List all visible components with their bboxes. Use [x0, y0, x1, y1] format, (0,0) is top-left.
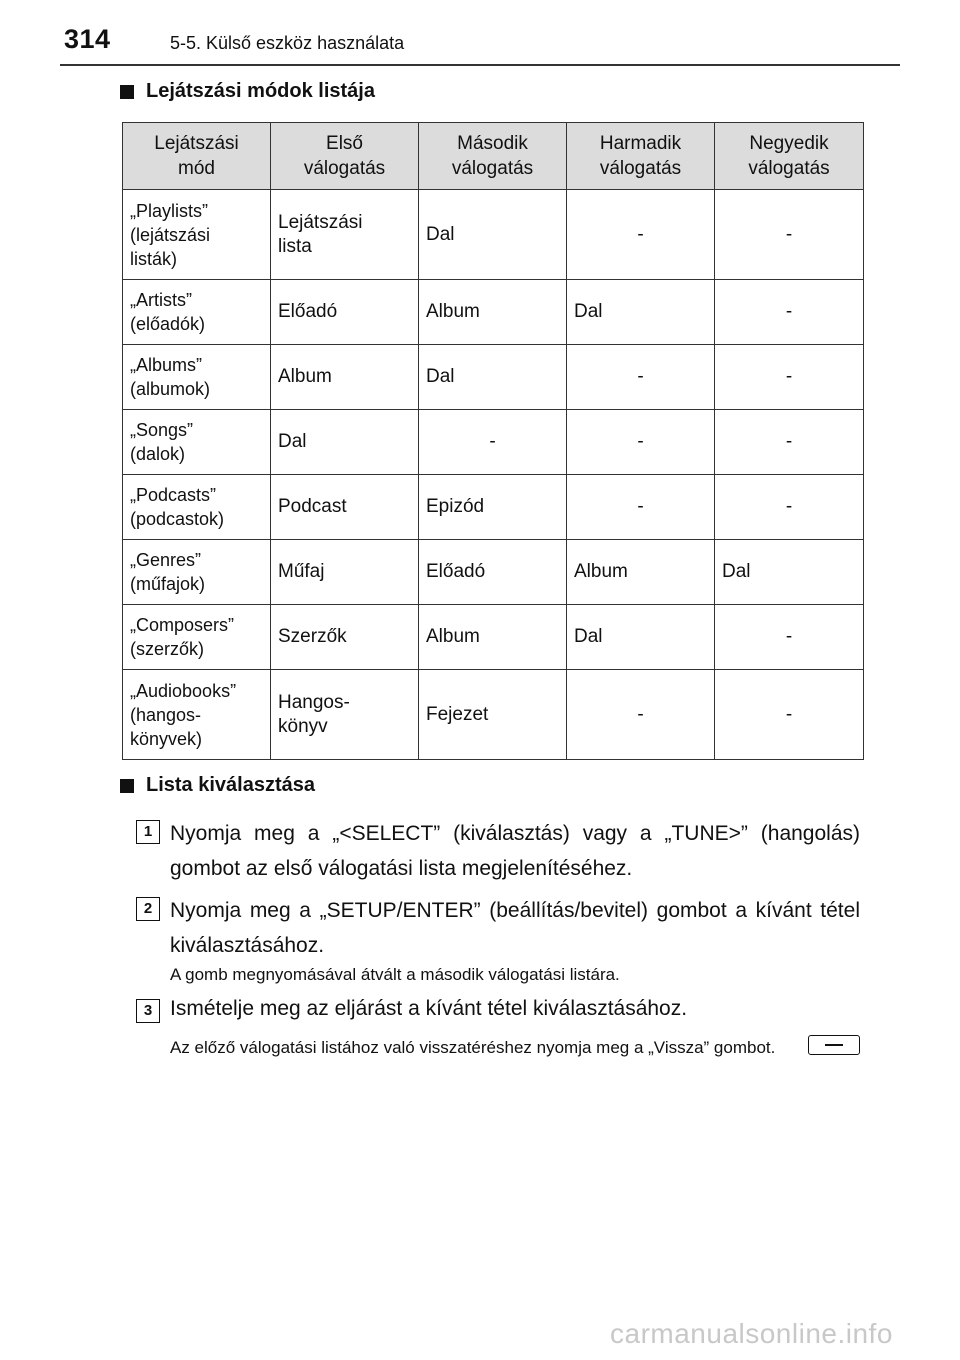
table-header-cell: Második válogatás [419, 123, 567, 190]
table-cell: „Albums” (albumok) [123, 345, 271, 410]
page-number: 314 [64, 24, 111, 54]
table-cell: - [715, 410, 864, 475]
table-cell: Dal [419, 190, 567, 280]
table-cell: Album [419, 605, 567, 670]
table-row [123, 280, 864, 345]
step-note-text: Az előző válogatási listához való visszatéréshez nyomja meg a „Vissza” gombot. [170, 1038, 776, 1057]
step-text: Nyomja meg a „SETUP/ENTER” (beállítás/bevitel) gombot a kívánt tétel kiválasztásához. [170, 899, 860, 957]
table-cell: - [715, 605, 864, 670]
table-cell: Fejezet [419, 670, 567, 760]
table-header-cell: Negyedik válogatás [715, 123, 864, 190]
table-cell: „Composers” (szerzők) [123, 605, 271, 670]
table-header-cell: Lejátszási mód [123, 123, 271, 190]
table-cell: - [715, 475, 864, 540]
table-row [123, 540, 864, 605]
playback-modes-table [122, 122, 864, 760]
table-cell: Dal [271, 410, 419, 475]
step-number-badge: 3 [136, 999, 160, 1023]
table-cell: Dal [567, 605, 715, 670]
table-row [123, 345, 864, 410]
table-cell: Műfaj [271, 540, 419, 605]
step-text: Ismételje meg az eljárást a kívánt tétel kiválasztásához. [170, 997, 688, 1020]
table-cell: „Podcasts” (podcastok) [123, 475, 271, 540]
table-cell: - [567, 345, 715, 410]
table-row [123, 190, 864, 280]
table-row [123, 475, 864, 540]
table-header-row [123, 123, 864, 190]
table-row [123, 605, 864, 670]
section-heading-text: Lejátszási módok listája [146, 80, 375, 102]
table-cell: „Artists” (előadók) [123, 280, 271, 345]
step-number-badge: 1 [136, 820, 160, 844]
table-header-cell: Első válogatás [271, 123, 419, 190]
table-cell: „Genres” (műfajok) [123, 540, 271, 605]
table-cell: Előadó [419, 540, 567, 605]
header-rule [60, 64, 900, 66]
table-cell: „Playlists” (lejátszási listák) [123, 190, 271, 280]
bullet-square-icon [120, 779, 134, 793]
section-heading-modes [120, 80, 375, 103]
table-cell: - [567, 410, 715, 475]
bullet-square-icon [120, 85, 134, 99]
table-cell: - [567, 475, 715, 540]
table-row [123, 410, 864, 475]
table-cell: Lejátszási lista [271, 190, 419, 280]
table-cell: - [715, 280, 864, 345]
table-cell: - [715, 670, 864, 760]
table-cell: „Songs” (dalok) [123, 410, 271, 475]
section-heading-select [120, 774, 315, 797]
chapter-title: 5-5. Külső eszköz használata [170, 33, 405, 53]
step-text: Nyomja meg a „<SELECT” (kiválasztás) vagy a „TUNE>” (hangolás) gombot az első válogatási lista megjelenítéséhez. [170, 822, 860, 880]
watermark: carmanualsonline.info [610, 1318, 893, 1349]
table-cell: „Audiobooks” (hangos- könyvek) [123, 670, 271, 760]
table-cell: Album [419, 280, 567, 345]
section-heading-text: Lista kiválasztása [146, 774, 315, 796]
table-cell: Album [567, 540, 715, 605]
table-cell: - [715, 345, 864, 410]
back-button-icon [808, 1035, 860, 1055]
step-note: A gomb megnyomásával átvált a második válogatási listára. [170, 965, 620, 984]
table-cell: - [567, 670, 715, 760]
table-cell: Album [271, 345, 419, 410]
table-cell: Hangos- könyv [271, 670, 419, 760]
table-cell: Podcast [271, 475, 419, 540]
step-number-badge: 2 [136, 897, 160, 921]
table-row [123, 670, 864, 760]
table-cell: Dal [567, 280, 715, 345]
table-cell: Előadó [271, 280, 419, 345]
table-cell: Dal [715, 540, 864, 605]
step-note-back [170, 1035, 860, 1060]
table-cell: Szerzők [271, 605, 419, 670]
table-header-cell: Harmadik válogatás [567, 123, 715, 190]
table-cell: - [419, 410, 567, 475]
table-cell: Epizód [419, 475, 567, 540]
table-cell: Dal [419, 345, 567, 410]
table-cell: - [715, 190, 864, 280]
table-cell: - [567, 190, 715, 280]
